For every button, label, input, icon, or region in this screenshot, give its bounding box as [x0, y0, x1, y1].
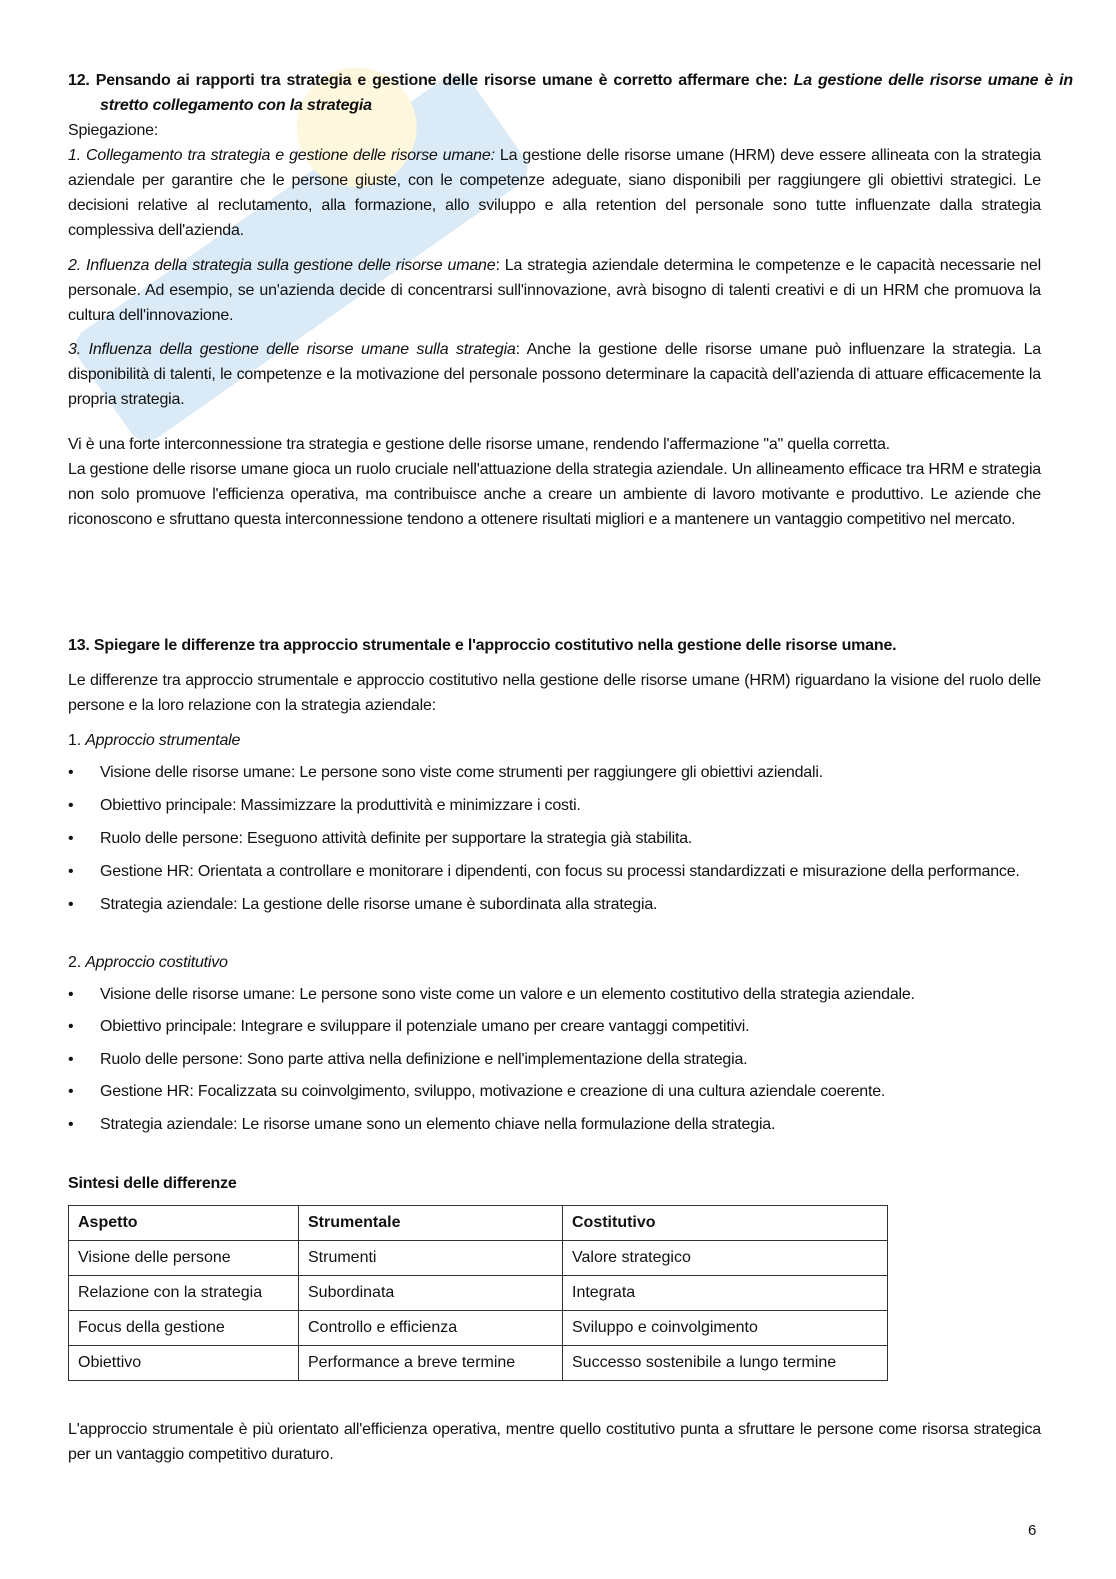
- table-cell: Controllo e efficienza: [299, 1311, 563, 1346]
- list-item: • Ruolo delle persone: Sono parte attiva nella definizione e nell'implementazione della strategia.: [68, 1047, 1041, 1072]
- strumentale-bullet-list: [68, 760, 1041, 917]
- list-item: • Obiettivo principale: Integrare e sviluppare il potenziale umano per creare vantaggi competitivi.: [68, 1014, 1041, 1039]
- table-header: Strumentale: [299, 1206, 563, 1241]
- list-item: • Gestione HR: Focalizzata su coinvolgimento, sviluppo, motivazione e creazione di una cultura aziendale coerente.: [68, 1079, 1041, 1104]
- table-cell: Integrata: [563, 1276, 888, 1311]
- q12-point-1: 1. Collegamento tra strategia e gestione delle risorse umane: La gestione delle risorse umane (HRM) deve essere allineata con la strategia aziendale per garantire che le persone giuste, con le competenze adeguate, siano disponibili per raggiungere gli obiettivi strategici. Le decisioni relative al reclutamento, alla formazione, allo sviluppo e alla retention del personale sono tutte influenzate dalla strategia complessiva dell'azienda.: [68, 147, 1041, 239]
- table-cell: Sviluppo e coinvolgimento: [563, 1311, 888, 1346]
- list-item: • Gestione HR: Orientata a controllare e monitorare i dipendenti, con focus su processi standardizzati e misurazione della performance.: [68, 859, 1041, 884]
- table-row: [69, 1241, 888, 1276]
- table-cell: Relazione con la strategia: [69, 1276, 299, 1311]
- table-cell: Performance a breve termine: [299, 1346, 563, 1381]
- list-item: • Strategia aziendale: Le risorse umane sono un elemento chiave nella formulazione della strategia.: [68, 1112, 1041, 1137]
- table-row: [69, 1346, 888, 1381]
- summary-title: Sintesi delle differenze: [68, 1175, 237, 1192]
- list-item: • Obiettivo principale: Massimizzare la produttività e minimizzare i costi.: [68, 793, 1041, 818]
- table-cell: Subordinata: [299, 1276, 563, 1311]
- table-cell: Valore strategico: [563, 1241, 888, 1276]
- q12-conclusion: Vi è una forte interconnessione tra strategia e gestione delle risorse umane, rendendo l'affermazione "a" quella corretta. La gestione delle risorse umane gioca un ruolo cruciale nell'attuazione della strategia aziendale. Un allineamento efficace tra HRM e strategia non solo promuove l'efficienza operativa, ma contribuisce anche a creare un ambiente di lavoro motivante e produttivo. Le aziende che riconoscono e sfruttano questa interconnessione tendono a ottenere risultati migliori e a mantenere un vantaggio competitivo nel mercato.: [68, 436, 1041, 528]
- table-header-row: [69, 1206, 888, 1241]
- table-row: [69, 1276, 888, 1311]
- section-costitutivo-title: 2. Approccio costitutivo: [68, 954, 228, 971]
- list-item: • Visione delle risorse umane: Le persone sono viste come strumenti per raggiungere gli obiettivi aziendali.: [68, 760, 1041, 785]
- q12-point-3: 3. Influenza della gestione delle risorse umane sulla strategia: Anche la gestione delle risorse umane può influenzare la strategia. La disponibilità di talenti, le competenze e la motivazione del personale possono determinare la capacità dell'azienda di attuare efficacemente la propria strategia.: [68, 341, 1041, 408]
- table-header: Aspetto: [69, 1206, 299, 1241]
- table-row: [69, 1311, 888, 1346]
- table-cell: Focus della gestione: [69, 1311, 299, 1346]
- table-cell: Successo sostenibile a lungo termine: [563, 1346, 888, 1381]
- explanation-label: Spiegazione:: [68, 122, 159, 139]
- table-cell: Strumenti: [299, 1241, 563, 1276]
- page-number: 6: [1028, 1522, 1037, 1539]
- list-item: • Strategia aziendale: La gestione delle risorse umane è subordinata alla strategia.: [68, 892, 1041, 917]
- costitutivo-bullet-list: [68, 982, 1041, 1137]
- differences-table: [68, 1205, 888, 1381]
- q12-point-2: 2. Influenza della strategia sulla gestione delle risorse umane: La strategia aziendale determina le competenze e le capacità necessarie nel personale. Ad esempio, se un'azienda decide di concentrarsi sull'innovazione, avrà bisogno di talenti creativi e di un HRM che promuova la cultura dell'innovazione.: [68, 257, 1041, 324]
- q13-final-paragraph: L'approccio strumentale è più orientato all'efficienza operativa, mentre quello costitutivo punta a sfruttare le persone come risorsa strategica per un vantaggio competitivo duraturo.: [68, 1421, 1041, 1463]
- question-12-title: 12. Pensando ai rapporti tra strategia e gestione delle risorse umane è corretto affermare che: La gestione delle risorse umane è in stretto collegamento con la strategia: [68, 72, 1073, 114]
- question-13-title: 13. Spiegare le differenze tra approccio strumentale e l'approccio costitutivo nella gestione delle risorse umane.: [68, 637, 897, 654]
- table-cell: Obiettivo: [69, 1346, 299, 1381]
- list-item: • Visione delle risorse umane: Le persone sono viste come un valore e un elemento costitutivo della strategia aziendale.: [68, 982, 1041, 1007]
- table-header: Costitutivo: [563, 1206, 888, 1241]
- q13-intro: Le differenze tra approccio strumentale e approccio costitutivo nella gestione delle risorse umane (HRM) riguardano la visione del ruolo delle persone e la loro relazione con la strategia aziendale:: [68, 672, 1041, 714]
- section-strumentale-title: 1. Approccio strumentale: [68, 732, 241, 749]
- list-item: • Ruolo delle persone: Eseguono attività definite per supportare la strategia già stabilita.: [68, 826, 1041, 851]
- table-cell: Visione delle persone: [69, 1241, 299, 1276]
